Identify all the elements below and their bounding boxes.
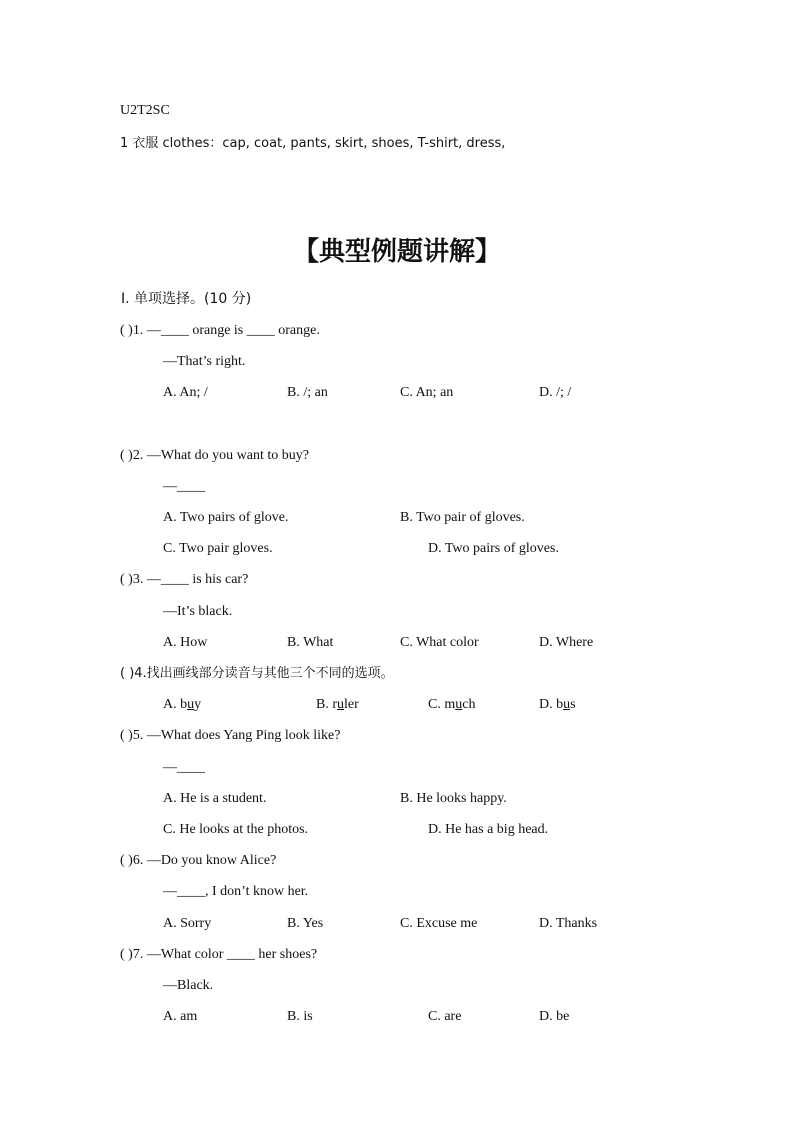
option-d[interactable]: D. He has a big head. — [428, 822, 549, 837]
option-suffix: ch — [462, 697, 476, 712]
question-reply: —Black. — [163, 978, 214, 993]
option-d[interactable]: D. /; / — [539, 385, 572, 400]
option-b[interactable]: B. Yes — [287, 916, 324, 931]
option-d[interactable] — [539, 696, 576, 714]
option-b[interactable]: B. is — [287, 1009, 313, 1024]
option-a[interactable] — [163, 696, 201, 714]
option-c[interactable]: C. Two pair gloves. — [163, 541, 273, 556]
option-d[interactable]: D. Two pairs of gloves. — [428, 541, 559, 556]
option-a[interactable]: A. How — [163, 635, 208, 650]
option-c[interactable] — [428, 696, 475, 714]
question-stem: ( )4.找出画线部分读音与其他三个不同的选项。 — [120, 666, 394, 681]
option-b[interactable]: B. Two pair of gloves. — [400, 510, 525, 525]
question-stem: ( )6. —Do you know Alice? — [120, 853, 277, 868]
underlined-letter: u — [337, 697, 344, 712]
option-c[interactable]: C. He looks at the photos. — [163, 822, 309, 837]
option-b[interactable] — [316, 696, 359, 714]
question-stem: ( )2. —What do you want to buy? — [120, 448, 309, 463]
option-prefix: A. b — [163, 697, 188, 712]
option-a[interactable]: A. An; / — [163, 385, 208, 400]
underlined-letter: u — [187, 697, 195, 712]
question-stem: ( )3. —____ is his car? — [120, 572, 249, 587]
option-d[interactable]: D. be — [539, 1009, 570, 1024]
option-prefix: B. r — [316, 697, 337, 712]
option-a[interactable]: A. Sorry — [163, 916, 212, 931]
vocab-line: 1 衣服 clothes：cap, coat, pants, skirt, shoes, T-shirt, dress, — [120, 136, 506, 151]
option-c[interactable]: C. What color — [400, 635, 479, 650]
question-reply: —____, I don’t know her. — [163, 884, 309, 899]
question-stem: ( )7. —What color ____ her shoes? — [120, 947, 318, 962]
underlined-letter: u — [455, 697, 463, 712]
question-stem: ( )5. —What does Yang Ping look like? — [120, 728, 341, 743]
option-suffix: y — [194, 697, 202, 712]
option-prefix: C. m — [428, 697, 456, 712]
option-b[interactable]: B. What — [287, 635, 334, 650]
question-reply: —____ — [163, 760, 205, 775]
question-reply: —____ — [163, 479, 205, 494]
doc-code: U2T2SC — [120, 103, 170, 118]
option-b[interactable]: B. /; an — [287, 385, 328, 400]
option-a[interactable]: A. He is a student. — [163, 791, 267, 806]
option-b[interactable]: B. He looks happy. — [400, 791, 507, 806]
option-a[interactable]: A. Two pairs of glove. — [163, 510, 289, 525]
option-c[interactable]: C. are — [428, 1009, 462, 1024]
underlined-letter: u — [563, 697, 571, 712]
option-d[interactable]: D. Thanks — [539, 916, 598, 931]
section-heading: Ⅰ. 单项选择。(10 分) — [121, 291, 252, 307]
option-c[interactable]: C. Excuse me — [400, 916, 478, 931]
question-stem: ( )1. —____ orange is ____ orange. — [120, 323, 320, 338]
question-reply: —It’s black. — [163, 604, 233, 619]
option-d[interactable]: D. Where — [539, 635, 594, 650]
page-title: 【典型例题讲解】 — [292, 237, 501, 267]
option-a[interactable]: A. am — [163, 1009, 198, 1024]
option-prefix: D. b — [539, 697, 564, 712]
option-suffix: s — [570, 697, 576, 712]
option-suffix: ler — [344, 697, 359, 712]
question-reply: —That’s right. — [163, 354, 246, 369]
option-c[interactable]: C. An; an — [400, 385, 454, 400]
